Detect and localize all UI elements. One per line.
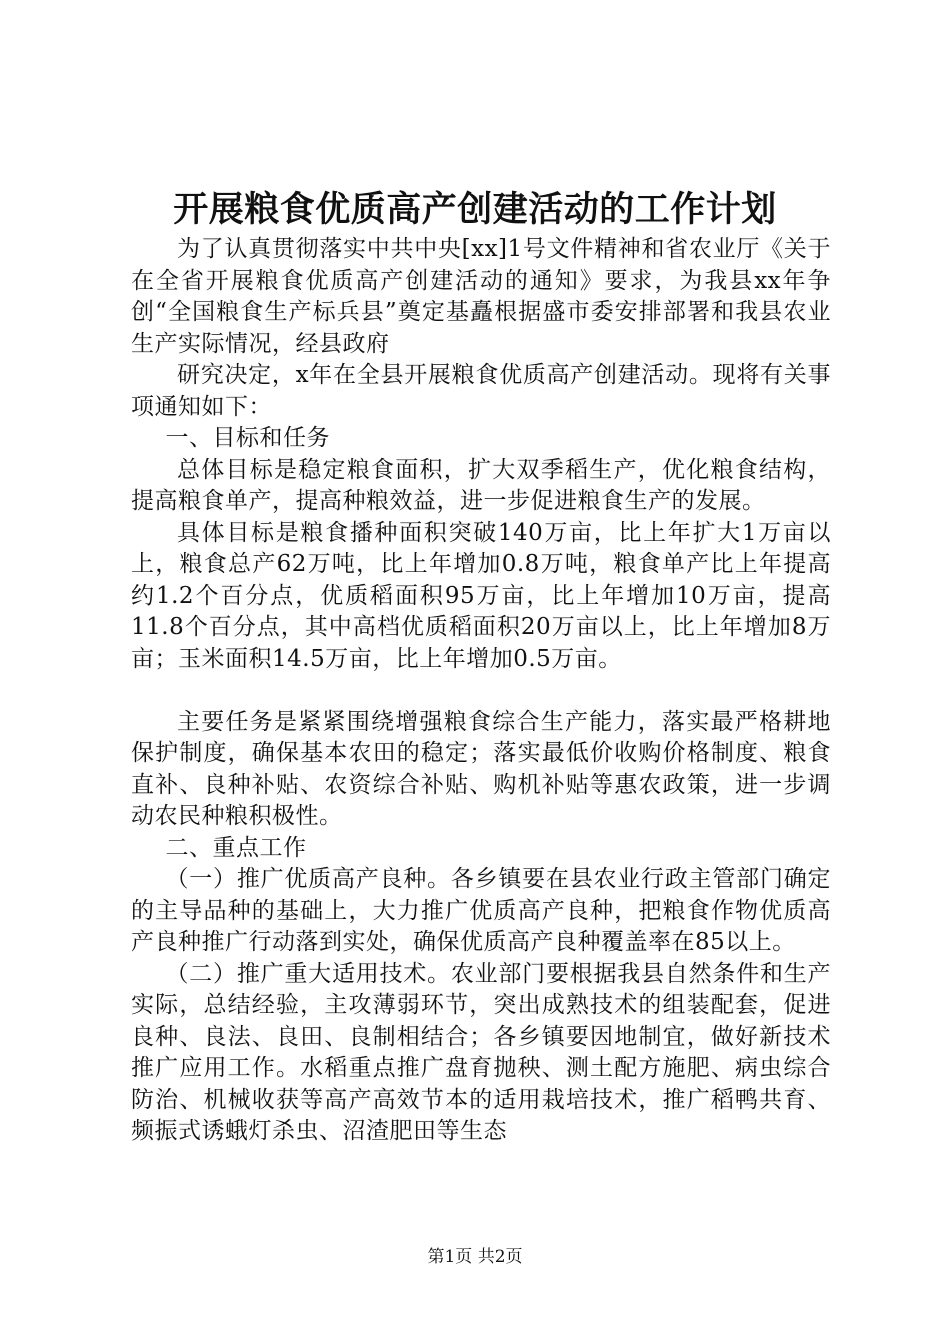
paragraph-decision: 研究决定，x年在全县开展粮食优质高产创建活动。现将有关事项通知如下： — [131, 362, 831, 420]
paragraph-key-work-2: （二）推广重大适用技术。农业部门要根据我县自然条件和生产实际，总结经验，主攻薄弱环节，突出成熟技术的组装配套，促进良种、良法、良田、良制相结合；各乡镇要因地制宜，做好新技术推广应用工作。水稻重点推广盘育抛秧、测土配方施肥、病虫综合防治、机械收获等高产高效节本的适用栽培技术，推广稻鸭共育、频振式诱蛾灯杀虫、沼渣肥田等生态 — [131, 960, 831, 1144]
paragraph-intro: 为了认真贯彻落实中共中央[xx]1号文件精神和省农业厅《关于在全省开展粮食优质高产创建活动的通知》要求，为我县xx年争创“全国粮食生产标兵县”奠定基矗根据盛市委安排部署和我县农业生产实际情况，经县政府 — [131, 236, 831, 357]
paragraph-overall-goal: 总体目标是稳定粮食面积，扩大双季稻生产，优化粮食结构，提高粮食单产，提高种粮效益，进一步促进粮食生产的发展。 — [131, 456, 831, 514]
paragraph-spacer — [131, 675, 831, 707]
document-body — [131, 234, 831, 1148]
section-heading-key-work: 二、重点工作 — [165, 834, 307, 861]
paragraph-specific-goal: 具体目标是粮食播种面积突破140万亩，比上年扩大1万亩以上，粮食总产62万吨，比上年增加0.8万吨，粮食单产比上年提高约1.2个百分点，优质稻面积95万亩，比上年增加10万亩，提高11.8个百分点，其中高档优质稻面积20万亩以上，比上年增加8万亩；玉米面积14.5万亩，比上年增加0.5万亩。 — [131, 519, 831, 672]
paragraph-main-tasks: 主要任务是紧紧围绕增强粮食综合生产能力，落实最严格耕地保护制度，确保基本农田的稳定；落实最低价收购价格制度、粮食直补、良种补贴、农资综合补贴、购机补贴等惠农政策，进一步调动农民种粮积极性。 — [131, 708, 831, 829]
page-indicator: 第1页 共2页 — [427, 1247, 523, 1267]
paragraph-key-work-1: （一）推广优质高产良种。各乡镇要在县农业行政主管部门确定的主导品种的基础上，大力推广优质高产良种，把粮食作物优质高产良种推广行动落到实处，确保优质高产良种覆盖率在85以上。 — [131, 866, 831, 955]
section-heading-goals: 一、目标和任务 — [165, 425, 330, 451]
document-title: 开展粮食优质高产创建活动的工作计划 — [173, 189, 777, 230]
